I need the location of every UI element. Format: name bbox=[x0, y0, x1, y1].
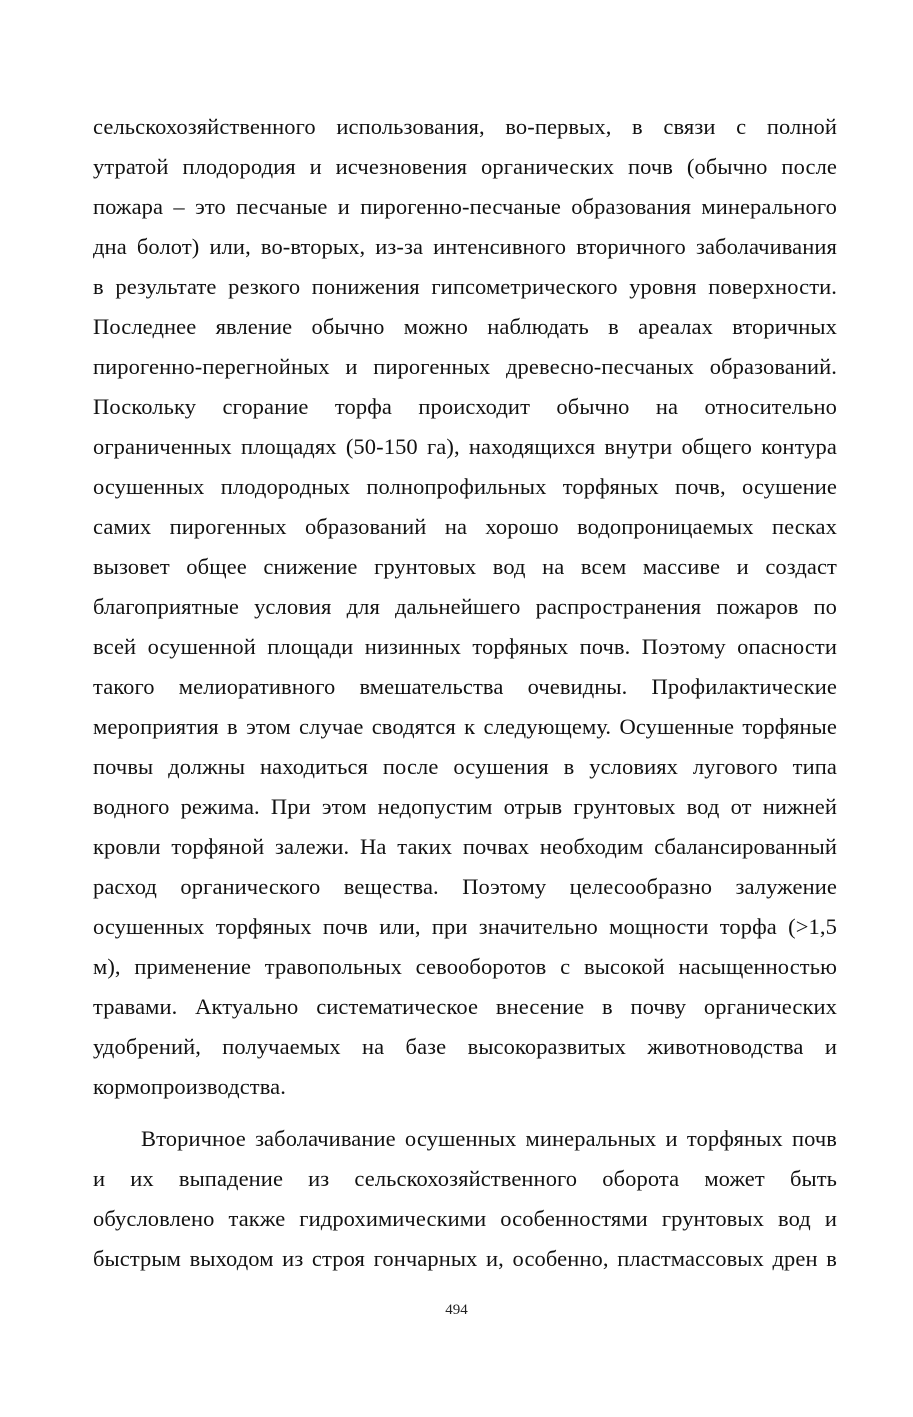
page-number: 494 bbox=[445, 1302, 468, 1318]
text-line: осушенных плодородных полнопрофильных торфяных почв, осушение bbox=[93, 474, 837, 499]
text-line: Вторичное заболачивание осушенных минеральных и торфяных почв bbox=[141, 1126, 837, 1151]
text-line: кормопроизводства. bbox=[93, 1074, 286, 1099]
text-line: Поскольку сгорание торфа происходит обычно на относительно bbox=[93, 394, 837, 419]
text-line: мероприятия в этом случае сводятся к следующему. Осушенные торфяные bbox=[93, 714, 837, 739]
text-line: утратой плодородия и исчезновения органических почв (обычно после bbox=[93, 154, 837, 179]
text-line: осушенных торфяных почв или, при значительно мощности торфа (>1,5 bbox=[93, 914, 837, 939]
text-line: сельскохозяйственного использования, во-первых, в связи с полной bbox=[93, 114, 837, 139]
text-line: почвы должны находиться после осушения в условиях лугового типа bbox=[93, 754, 837, 779]
text-line: обусловлено также гидрохимическими особенностями грунтовых вод и bbox=[93, 1206, 837, 1231]
text-line: благоприятные условия для дальнейшего распространения пожаров по bbox=[93, 594, 837, 619]
text-line: травами. Актуально систематическое внесение в почву органических bbox=[93, 994, 837, 1019]
text-line: дна болот) или, во-вторых, из-за интенсивного вторичного заболачивания bbox=[93, 234, 837, 259]
text-line: водного режима. При этом недопустим отрыв грунтовых вод от нижней bbox=[93, 794, 837, 819]
text-line: пожара – это песчаные и пирогенно-песчаные образования минерального bbox=[93, 194, 837, 219]
text-line: пирогенно-перегнойных и пирогенных древесно-песчаных образований. bbox=[93, 354, 837, 379]
text-line: в результате резкого понижения гипсометрического уровня поверхности. bbox=[93, 274, 837, 299]
text-line: самих пирогенных образований на хорошо водопроницаемых песках bbox=[93, 514, 837, 539]
text-line: вызовет общее снижение грунтовых вод на всем массиве и создаст bbox=[93, 554, 837, 579]
text-line: расход органического вещества. Поэтому целесообразно залужение bbox=[93, 874, 837, 899]
text-line: кровли торфяной залежи. На таких почвах необходим сбалансированный bbox=[93, 834, 837, 859]
text-line: и их выпадение из сельскохозяйственного оборота может быть bbox=[93, 1166, 837, 1191]
text-line: такого мелиоративного вмешательства очевидны. Профилактические bbox=[93, 674, 837, 699]
text-line: Последнее явление обычно можно наблюдать в ареалах вторичных bbox=[93, 314, 837, 339]
text-line: удобрений, получаемых на базе высокоразвитых животноводства и bbox=[93, 1034, 837, 1059]
text-line: ограниченных площадях (50-150 га), находящихся внутри общего контура bbox=[93, 434, 837, 459]
text-line: м), применение травопольных севооборотов с высокой насыщенностью bbox=[93, 954, 837, 979]
text-line: быстрым выходом из строя гончарных и, особенно, пластмассовых дрен в bbox=[93, 1246, 837, 1271]
text-line: всей осушенной площади низинных торфяных почв. Поэтому опасности bbox=[93, 634, 837, 659]
